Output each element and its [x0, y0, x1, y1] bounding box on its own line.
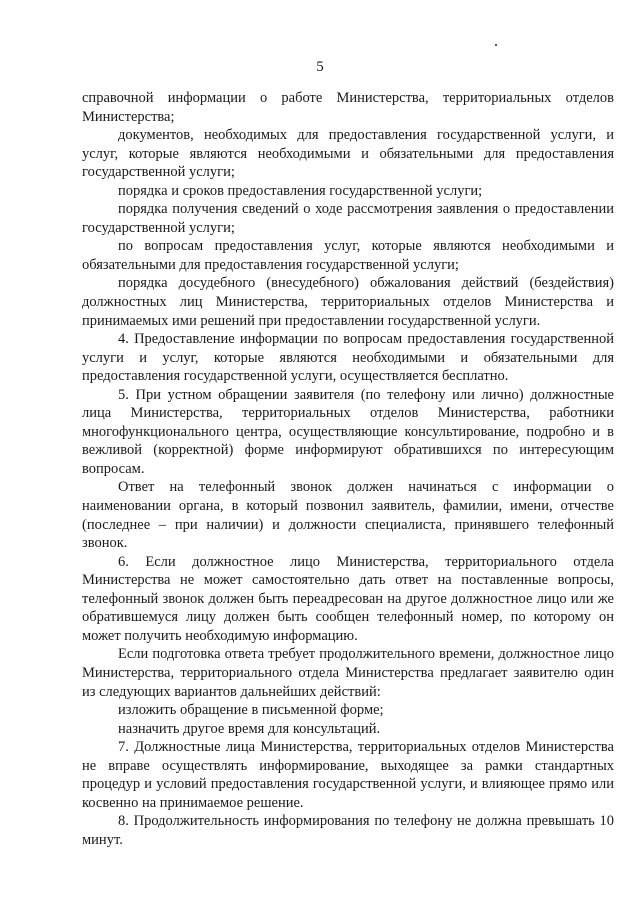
- paragraph-item-4: 4. Предоставление информации по вопросам предоставления государственной услуги и услуг, которые являются необходимыми и обязательными для предоставления государственной услуги, осуществляется бесплатно.: [82, 331, 614, 385]
- paragraph-item-5: 5. При устном обращении заявителя (по телефону или лично) должностные лица Министерства, территориальных отделов Министерства, работники многофункционального центра, осуществляющие консультирование, подробно и в вежливой (корректной) форме информируют обратившихся по интересующим вопросам.: [82, 386, 614, 477]
- paragraph: документов, необходимых для предоставления государственной услуги, и услуг, которые являются необходимыми и обязательными для предоставления государственной услуги;: [82, 127, 614, 181]
- paragraph-item-8: 8. Продолжительность информирования по телефону не должна превышать 10 минут.: [82, 813, 614, 848]
- paragraph: по вопросам предоставления услуг, которые являются необходимыми и обязательными для предоставления государственной услуги;: [82, 238, 614, 273]
- paragraph: порядка получения сведений о ходе рассмотрения заявления о предоставлении государственной услуги;: [82, 201, 614, 236]
- paragraph: назначить другое время для консультаций.: [118, 720, 381, 737]
- paragraph: порядка и сроков предоставления государственной услуги;: [118, 182, 483, 199]
- scan-speck: [495, 44, 497, 46]
- paragraph: порядка досудебного (внесудебного) обжалования действий (бездействия) должностных лиц Министерства, территориальных отделов Министерства и принимаемых ими решений при предоставлении государственной услуги.: [82, 275, 614, 329]
- document-body: [82, 89, 614, 849]
- paragraph: Если подготовка ответа требует продолжительного времени, должностное лицо Министерства, территориального отдела Министерства предлагает заявителю один из следующих вариантов дальнейших действий:: [82, 646, 614, 700]
- paragraph: Ответ на телефонный звонок должен начинаться с информации о наименовании органа, в который позвонил заявитель, фамилии, имени, отчестве (последнее – при наличии) и должности специалиста, принявшего телефонный звонок.: [82, 479, 614, 552]
- paragraph: изложить обращение в письменной форме;: [118, 702, 384, 719]
- paragraph-item-6: 6. Если должностное лицо Министерства, территориального отдела Министерства не может самостоятельно дать ответ на поставленные вопросы, телефонный звонок должен быть переадресован на другое должностное лицо или же обратившемуся лицу должен быть сообщен телефонный номер, по которому он может получить необходимую информацию.: [82, 553, 614, 644]
- page-number: 5: [316, 59, 324, 75]
- paragraph-continuation: справочной информации о работе Министерства, территориальных отделов Министерства;: [82, 90, 614, 125]
- paragraph-item-7: 7. Должностные лица Министерства, территориальных отделов Министерства не вправе осуществлять информирование, выходящее за рамки стандартных процедур и условий предоставления государственной услуги, и влияющее прямо или косвенно на принимаемое решение.: [82, 739, 614, 811]
